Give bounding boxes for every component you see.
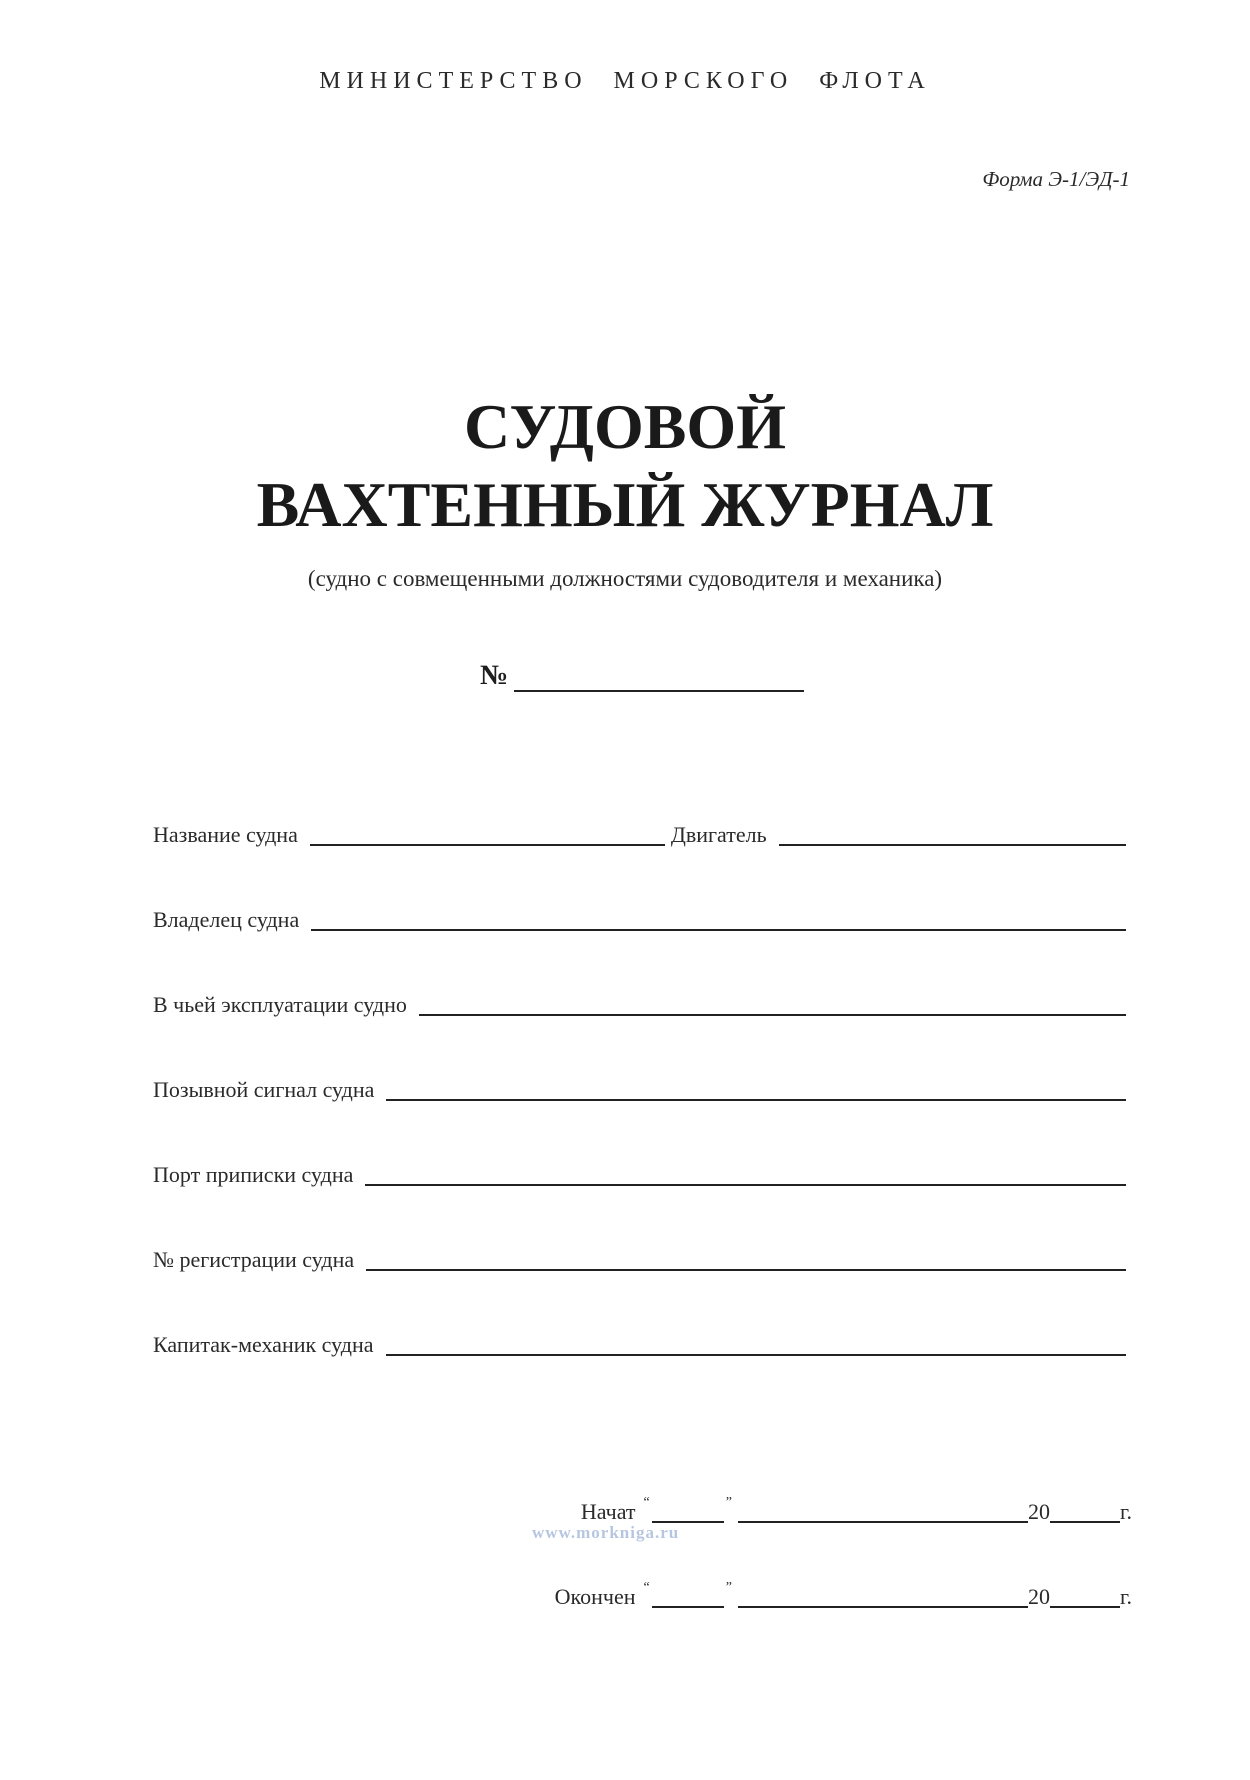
operator-field[interactable]	[419, 994, 1126, 1016]
ship-name-field[interactable]	[310, 824, 665, 846]
title-line-1: СУДОВОЙ	[464, 391, 786, 462]
call-sign-label: Позывной сигнал судна	[153, 1077, 375, 1102]
open-quote: “	[643, 1495, 650, 1510]
field-row-captain-mechanic	[153, 1328, 1126, 1358]
captain-mechanic-label: Капитак-механик судна	[153, 1332, 374, 1357]
journal-dates	[520, 1495, 1132, 1665]
field-row-registration	[153, 1243, 1126, 1273]
close-quote: ”	[725, 1495, 732, 1510]
open-quote: “	[643, 1580, 650, 1595]
started-label: Начат	[580, 1499, 636, 1524]
ship-info-fields	[153, 818, 1126, 1413]
ship-name-label: Название судна	[153, 822, 298, 847]
ministry-name: МИНИСТЕРСТВО МОРСКОГО ФЛОТА	[319, 68, 931, 94]
start-year-field[interactable]	[1050, 1501, 1120, 1523]
field-row-home-port	[153, 1158, 1126, 1188]
home-port-label: Порт приписки судна	[153, 1162, 354, 1187]
start-century: 20	[1027, 1499, 1050, 1524]
call-sign-field[interactable]	[386, 1079, 1126, 1101]
watermark: www.morkniga.ru	[532, 1523, 680, 1542]
start-month-field[interactable]	[738, 1501, 1028, 1523]
registration-label: № регистрации судна	[153, 1247, 355, 1272]
engine-label: Двигатель	[670, 822, 767, 847]
engine-field[interactable]	[779, 824, 1126, 846]
operator-label: В чьей эксплуатации судно	[153, 992, 407, 1017]
start-day-field[interactable]	[652, 1501, 724, 1523]
journal-number-field[interactable]	[514, 662, 804, 692]
field-row-call-sign	[153, 1073, 1126, 1103]
journal-number-row	[480, 660, 804, 692]
start-date-row	[520, 1495, 1132, 1525]
registration-field[interactable]	[366, 1249, 1126, 1271]
document-subtitle: (судно с совмещенными должностями судоводителя и механика)	[307, 566, 943, 591]
captain-mechanic-field[interactable]	[386, 1334, 1127, 1356]
end-year-field[interactable]	[1050, 1586, 1120, 1608]
end-month-field[interactable]	[738, 1586, 1028, 1608]
end-century: 20	[1027, 1584, 1050, 1609]
number-label: №	[480, 660, 509, 691]
start-year-suffix: г.	[1119, 1499, 1132, 1524]
title-line-2: ВАХТЕННЫЙ ЖУРНАЛ	[256, 469, 994, 540]
home-port-field[interactable]	[365, 1164, 1126, 1186]
field-row-ship-name-engine	[153, 818, 1126, 848]
close-quote: ”	[725, 1580, 732, 1595]
field-row-operator	[153, 988, 1126, 1018]
owner-label: Владелец судна	[153, 907, 300, 932]
field-row-owner	[153, 903, 1126, 933]
end-day-field[interactable]	[652, 1586, 724, 1608]
document-title	[0, 388, 1250, 544]
end-year-suffix: г.	[1119, 1584, 1132, 1609]
owner-field[interactable]	[311, 909, 1126, 931]
ended-label: Окончен	[554, 1584, 636, 1609]
end-date-row	[520, 1580, 1132, 1610]
form-code: Форма Э-1/ЭД-1	[982, 167, 1130, 191]
